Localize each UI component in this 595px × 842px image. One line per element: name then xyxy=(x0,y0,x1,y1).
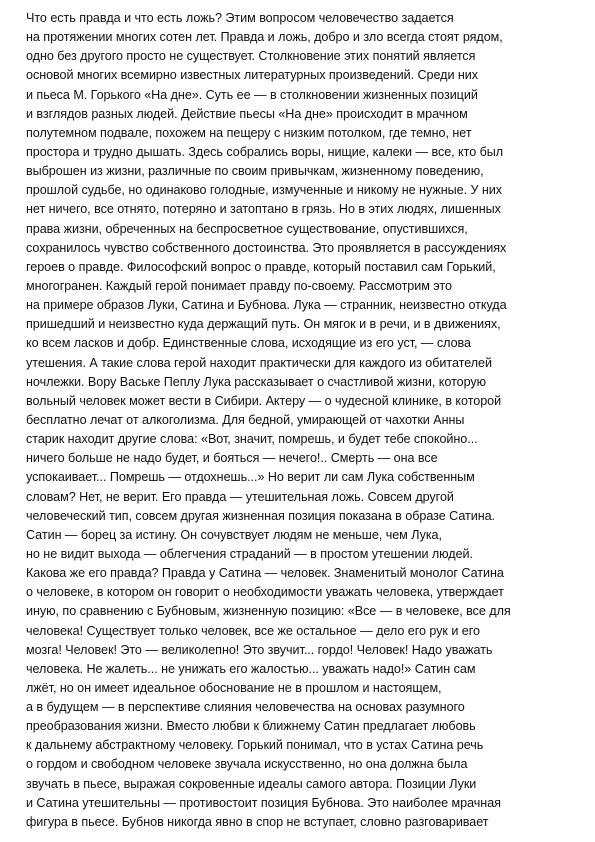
text-line: человека! Существует только человек, все же остальное — дело его рук и его xyxy=(26,623,480,638)
text-line: бесплатно лечат от алкоголизма. Для бедной, умирающей от чахотки Анны xyxy=(26,412,465,427)
text-line: на протяжении многих сотен лет. Правда и ложь, добро и зло всегда стоят рядом, xyxy=(26,30,503,45)
text-line: преобразования жизни. Вместо любви к ближнему Сатин предлагает любовь xyxy=(26,719,476,734)
text-line: и Сатина утешительны — противостоит позиция Бубнова. Это наиболее мрачная xyxy=(26,795,501,810)
text-line: одно без другого просто не существует. Столкновение этих понятий является xyxy=(26,49,476,64)
text-line: словам? Нет, не верит. Его правда — утешительная ложь. Совсем другой xyxy=(26,489,454,504)
text-line: основой многих всемирно известных литературных произведений. Среди них xyxy=(26,68,479,83)
text-line: Сатин — борец за истину. Он сочувствует людям не меньше, чем Лука, xyxy=(26,527,442,542)
text-line: о человеке, в котором он говорит о необходимости уважать человека, утверждает xyxy=(26,585,504,600)
text-line: лжёт, но он имеет идеальное обоснование не в прошлом и настоящем, xyxy=(26,680,442,695)
text-line: утешения. А такие слова герой находит практически для каждого из обитателей xyxy=(26,355,492,370)
text-line: сохранилось чувство собственного достоинства. Это проявляется в рассуждениях xyxy=(26,240,507,255)
text-line: о гордом и свободном человеке звучала искусственно, но она должна была xyxy=(26,757,468,772)
text-line: успокаивает... Помрешь — отдохнешь...» Но верит ли сам Лука собственным xyxy=(26,470,475,485)
text-line: простора и трудно дышать. Здесь собрались воры, нищие, калеки — все, кто был xyxy=(26,144,504,159)
text-line: прошлой судьбе, но одинаково голодные, измученные и никому не нужные. У них xyxy=(26,183,502,198)
text-line: иную, по сравнению с Бубновым, жизненную позицию: «Все — в человеке, все для xyxy=(26,604,511,619)
text-line: фигура в пьесе. Бубнов никогда явно в спор не вступает, словно разговаривает xyxy=(26,814,489,829)
text-line: многогранен. Каждый герой понимает правду по-своему. Рассмотрим это xyxy=(26,278,452,293)
text-line: выброшен из жизни, различные по своим привычкам, жизненному поведению, xyxy=(26,164,484,179)
text-line: Какова же его правда? Правда у Сатина — человек. Знаменитый монолог Сатина xyxy=(26,566,504,581)
text-line: и взглядов разных людей. Действие пьесы «На дне» происходит в мрачном xyxy=(26,106,468,121)
text-line: вольный человек может вести в Сибири. Актеру — о чудесной клинике, в которой xyxy=(26,393,502,408)
text-line: ночлежки. Вору Ваське Пеплу Лука рассказывает о счастливой жизни, которую xyxy=(26,374,487,389)
text-line: на примере образов Луки, Сатина и Бубнова. Лука — странник, неизвестно откуда xyxy=(26,298,507,313)
text-line: героев о правде. Философский вопрос о правде, который поставил сам Горький, xyxy=(26,259,496,274)
text-line: к дальнему абстрактному человеку. Горький понимал, что в устах Сатина речь xyxy=(26,738,484,753)
text-line: ничего больше не надо будет, и бояться — нечего!.. Смерть — она все xyxy=(26,451,438,466)
text-line: мозга! Человек! Это — великолепно! Это звучит... гордо! Человек! Надо уважать xyxy=(26,642,493,657)
text-line: полутемном подвале, похожем на пещеру с низким потолком, где темно, нет xyxy=(26,125,472,140)
text-line: и пьеса М. Горького «На дне». Суть ее — в столкновении жизненных позиций xyxy=(26,87,478,102)
text-line: Что есть правда и что есть ложь? Этим вопросом человечество задается xyxy=(26,11,454,25)
text-line: пришедший и неизвестно куда держащий путь. Он мягок и в речи, и в движениях, xyxy=(26,317,501,332)
text-line: права жизни, обреченных на беспросветное существование, опустившихся, xyxy=(26,221,468,236)
text-line: старик находит другие слова: «Вот, значит, помрешь, и будет тебе спокойно... xyxy=(26,432,478,447)
text-line: а в будущем — в перспективе слияния человечества на основах разумного xyxy=(26,700,465,715)
text-line: звучать в пьесе, выражая сокровенные идеалы самого автора. Позиции Луки xyxy=(26,776,477,791)
text-line: человеческий тип, совсем другая жизненная позиция показана в образе Сатина. xyxy=(26,508,496,523)
text-line: нет ничего, все отнято, потеряно и затоптано в грязь. Но в этих людях, лишенных xyxy=(26,202,501,217)
text-line: человека. Не жалеть... не унижать его жалостью... уважать надо!» Сатин сам xyxy=(26,661,476,676)
text-line: ко всем ласков и добр. Единственные слова, исходящие из его уст, — слова xyxy=(26,336,471,351)
text-line: но не видит выхода — облегчения страданий — в простом утешении людей. xyxy=(26,546,473,561)
essay-text xyxy=(26,9,586,832)
